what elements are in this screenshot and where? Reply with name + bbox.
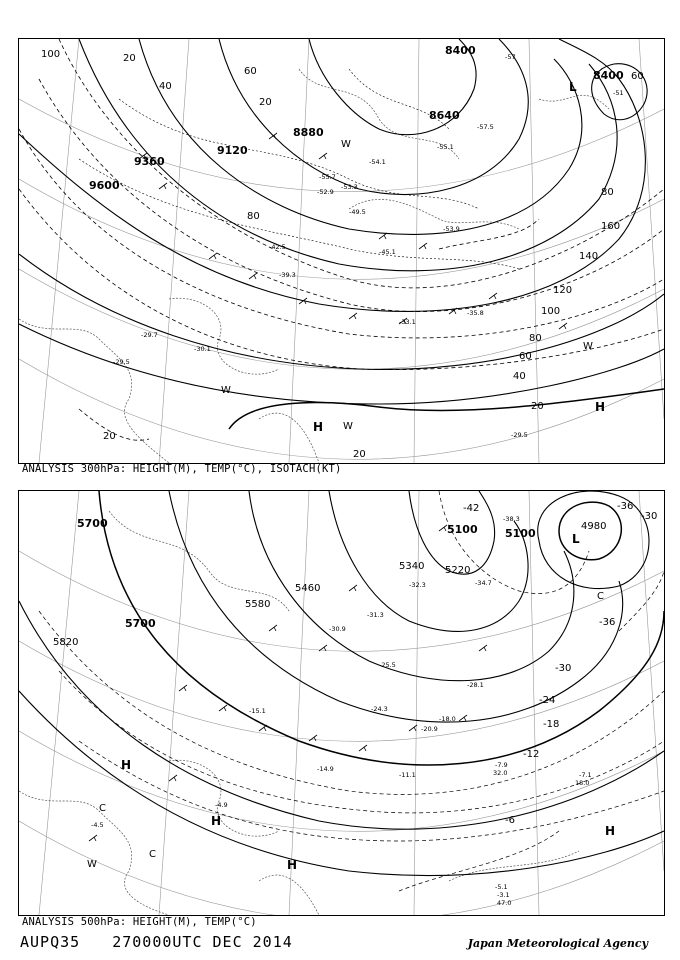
height-label: 5820: [53, 637, 79, 648]
temp-label: -51: [613, 89, 624, 97]
valid-time: 270000UTC DEC 2014: [112, 933, 293, 951]
height-label: 5580: [245, 599, 271, 610]
high-marker: H: [287, 858, 298, 872]
temp-label: -42.5: [269, 243, 286, 251]
agency-name: Japan Meteorological Agency: [467, 937, 648, 950]
obs-label: -31.3: [367, 611, 384, 619]
isotach-label: 140: [579, 251, 599, 262]
isotherm-label: -36: [617, 501, 634, 512]
temp-label: -45.1: [379, 248, 396, 256]
pressure-centers-500: [87, 532, 615, 872]
height-label: 5100: [505, 527, 536, 540]
obs-label: -11.1: [399, 771, 416, 779]
temp-label: -33.1: [399, 318, 416, 326]
temp-label: -52.9: [317, 188, 334, 196]
high-marker: H: [121, 758, 132, 772]
temp-label: -35.8: [467, 309, 484, 317]
warm-marker: W: [341, 139, 351, 150]
obs-label: -30.9: [329, 625, 346, 633]
isotherm-label: -36: [599, 617, 616, 628]
obs-label: -20.9: [421, 725, 438, 733]
obs-label: -28.1: [467, 681, 484, 689]
height-label: 8880: [293, 126, 324, 139]
isotach-label: 60: [631, 71, 644, 82]
caption-500hpa: ANALYSIS 500hPa: HEIGHT(M), TEMP(°C): [22, 916, 257, 928]
warm-marker: W: [583, 341, 593, 352]
graticule-300: [19, 39, 664, 463]
chart-identifier: [20, 933, 293, 951]
obs-label: -4.5: [91, 821, 104, 829]
temp-label: -29.5: [113, 358, 130, 366]
cold-marker: C: [99, 803, 106, 814]
pressure-centers-300: [221, 80, 605, 434]
obs-label: -4.9: [215, 801, 228, 809]
height-label: 5700: [77, 517, 108, 530]
isotach-label: 40: [513, 371, 526, 382]
isotach-label: 20: [353, 449, 366, 460]
wind-barbs-500: [89, 525, 487, 841]
height-contours-300: [19, 39, 664, 429]
high-marker: H: [595, 400, 606, 414]
isotherms-300: [79, 69, 519, 269]
obs-label: -14.9: [317, 765, 334, 773]
isotach-label: 80: [601, 187, 614, 198]
high-marker: H: [605, 824, 616, 838]
isotach-label: 20: [531, 401, 544, 412]
height-label: 9600: [89, 179, 120, 192]
isotach-label: 100: [41, 49, 61, 60]
isotach-labels-300: [41, 49, 644, 460]
low-marker: L: [572, 532, 580, 546]
obs-labels-500: [91, 515, 592, 907]
temp-label: -53.3: [341, 183, 358, 191]
temp-label: -30.1: [194, 345, 211, 353]
isotherm-label: -24: [539, 695, 556, 706]
isotherm-label: -6: [505, 815, 515, 826]
cold-marker: C: [149, 849, 156, 860]
obs-label: -38.3: [503, 515, 520, 523]
temp-label: -55.1: [437, 143, 454, 151]
high-marker: H: [211, 814, 222, 828]
obs-label: -7.9: [495, 761, 508, 769]
chart-500hpa: [18, 490, 665, 916]
temp-label: -53.9: [443, 225, 460, 233]
obs-label: 18.0: [575, 779, 590, 787]
low-marker: L: [569, 80, 577, 94]
obs-label: -3.1: [497, 891, 510, 899]
warm-marker: W: [87, 859, 97, 870]
temp-label: -29.5: [511, 431, 528, 439]
warm-marker: W: [343, 421, 353, 432]
height-contours-500: [19, 491, 664, 875]
temp-label: -54.1: [369, 158, 386, 166]
isotherm-label: -12: [523, 749, 540, 760]
height-label: 5220: [445, 565, 471, 576]
temp-label: -55.7: [319, 173, 336, 181]
height-label: 8400: [445, 44, 476, 57]
obs-label: 32.0: [493, 769, 508, 777]
chart-code: AUPQ35: [20, 933, 81, 951]
isotach-label: 120: [553, 285, 573, 296]
isotherm-label: -18: [543, 719, 560, 730]
graticule-500: [19, 491, 664, 915]
obs-label: -34.7: [475, 579, 492, 587]
height-label: 5100: [447, 523, 478, 536]
chart-300hpa: [18, 38, 665, 464]
temp-label: -29.7: [141, 331, 158, 339]
warm-marker: W: [221, 385, 231, 396]
isotach-label: 40: [159, 81, 172, 92]
obs-label: -5.1: [495, 883, 508, 891]
chart-500hpa-map: [19, 491, 664, 915]
wind-barbs-300: [139, 133, 567, 329]
cold-marker: C: [597, 591, 604, 602]
isotach-label: 80: [529, 333, 542, 344]
height-labels-300: [89, 44, 624, 192]
isotherm-label: -42: [463, 503, 480, 514]
height-label: 9120: [217, 144, 248, 157]
isotach-label: 20: [103, 431, 116, 442]
height-label: 8400: [593, 69, 624, 82]
height-label: 5340: [399, 561, 425, 572]
height-label: 8640: [429, 109, 460, 122]
caption-300hpa: ANALYSIS 300hPa: HEIGHT(M), TEMP(°C), ISOTACH(KT): [22, 463, 342, 475]
obs-label: -15.1: [249, 707, 266, 715]
height-label: 9360: [134, 155, 165, 168]
high-marker: H: [313, 420, 324, 434]
isotherm-label: -30: [641, 511, 658, 522]
obs-label: -7.1: [579, 771, 592, 779]
obs-label: -25.5: [379, 661, 396, 669]
chart-300hpa-map: [19, 39, 664, 463]
obs-label: -24.3: [371, 705, 388, 713]
temp-label: -57: [505, 53, 516, 61]
temp-label: -39.3: [279, 271, 296, 279]
height-label: 4980: [581, 521, 607, 532]
isotach-label: 60: [244, 66, 257, 77]
temp-label: -49.5: [349, 208, 366, 216]
height-label: 5460: [295, 583, 321, 594]
isotach-label: 20: [123, 53, 136, 64]
obs-label: -18.0: [439, 715, 456, 723]
isotach-label: 100: [541, 306, 561, 317]
obs-label: 47.0: [497, 899, 512, 907]
obs-label: -32.3: [409, 581, 426, 589]
isotach-label: 60: [519, 351, 532, 362]
temp-labels-300: [113, 53, 624, 439]
isotach-label: 160: [601, 221, 621, 232]
temp-label: -57.5: [477, 123, 494, 131]
isotach-label: 20: [259, 97, 272, 108]
height-label: 5700: [125, 617, 156, 630]
isotach-label: 80: [247, 211, 260, 222]
isotherm-label: -30: [555, 663, 572, 674]
